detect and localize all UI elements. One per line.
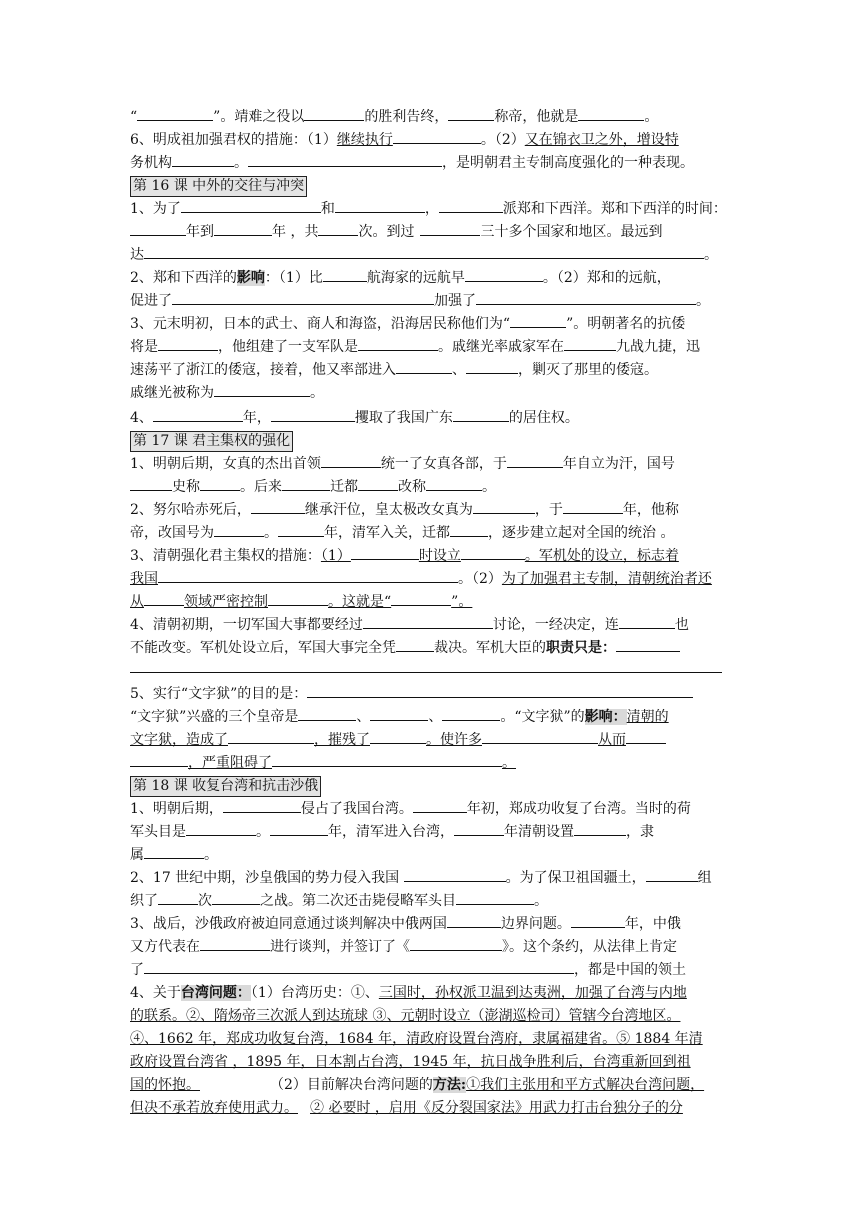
text-line [130, 313, 730, 336]
text: 1、明朝后期， [130, 801, 223, 817]
fill-blank[interactable] [370, 729, 426, 744]
fill-blank[interactable] [510, 313, 566, 328]
text: ， [424, 201, 439, 217]
fill-blank[interactable] [447, 913, 501, 928]
text-line [130, 637, 730, 660]
text: 不能改变。军机处设立后，军国大事完全凭 [130, 640, 396, 656]
text: 航海家的远航早 [366, 270, 465, 286]
fill-blank[interactable] [200, 476, 240, 491]
text: ”。明朝著名的抗倭 [566, 316, 686, 332]
fill-blank[interactable] [271, 407, 355, 422]
text: 6、明成祖加强君权的措施：（1） [130, 132, 337, 148]
fill-blank[interactable] [439, 198, 503, 213]
text: 年，中俄 [624, 916, 681, 932]
fill-blank[interactable] [453, 407, 509, 422]
text-line [130, 683, 730, 706]
text-line [130, 959, 730, 982]
fill-blank[interactable] [278, 522, 324, 537]
text: 属 [130, 847, 144, 863]
fill-blank[interactable] [304, 106, 364, 121]
fill-blank[interactable] [144, 844, 204, 859]
lesson-17-heading-line [130, 430, 730, 453]
text: 4、清朝初期，一切军国大事都要经过 [130, 617, 363, 633]
text: 的联系。②、隋炀帝三次派人到达琉球 ③、元朝时设立（澎湖巡检司）管辖今台湾地区。 [130, 1008, 681, 1024]
text: 军头目是 [130, 824, 186, 840]
text: 的胜利告终， [364, 109, 449, 125]
text-line [130, 106, 730, 129]
fill-blank[interactable] [393, 129, 481, 144]
text: 边界问题。 [500, 916, 571, 932]
text: 。 [696, 293, 710, 309]
fill-blank[interactable] [158, 890, 198, 905]
text: ①我们主张用和平方式解决台湾问题， [466, 1077, 705, 1093]
text-line [130, 913, 730, 936]
fill-blank[interactable] [370, 706, 428, 721]
text: 2、郑和下西洋的 [130, 270, 237, 286]
text: 三十多个国家和地区。最远到 [480, 224, 663, 240]
text-line [130, 545, 730, 568]
fill-blank[interactable] [158, 568, 458, 583]
fill-blank[interactable] [130, 221, 186, 236]
text-line [130, 729, 730, 752]
text: 。 [264, 525, 278, 541]
text-line [130, 706, 730, 729]
text: 迁都 [330, 479, 358, 495]
fill-blank[interactable] [404, 867, 506, 882]
fill-blank[interactable] [214, 382, 310, 397]
text: （2）目前解决台湾问题的 [270, 1077, 433, 1093]
fill-blank[interactable] [270, 821, 328, 836]
text-line [130, 982, 730, 1005]
text: 3、清朝强化君主集权的措施： [130, 548, 321, 564]
text: ”。靖难之役以 [213, 109, 305, 125]
text: 1、明朝后期，女真的杰出首领 [130, 456, 321, 472]
text: 年， [242, 410, 271, 426]
fill-blank[interactable] [321, 453, 381, 468]
text-line [130, 614, 730, 637]
text: 年 ，共 [272, 224, 319, 240]
text: 。 [204, 847, 218, 863]
text: 清朝的 [626, 709, 669, 725]
text: 。（2）郑和的远航， [542, 270, 671, 286]
text-line [130, 1097, 730, 1120]
text-line [130, 499, 730, 522]
fill-blank[interactable] [335, 198, 425, 213]
text: 派郑和下西洋。郑和下西洋的时间： [502, 201, 727, 217]
fill-blank[interactable] [448, 106, 494, 121]
text-line [130, 453, 730, 476]
fill-blank[interactable] [456, 890, 534, 905]
text: 帝，改国号为 [130, 525, 214, 541]
fill-blank[interactable] [200, 936, 270, 951]
text: 。 [644, 109, 659, 125]
fill-blank[interactable] [298, 706, 356, 721]
fill-blank[interactable] [144, 244, 704, 259]
text: 影响： [584, 709, 627, 725]
text: 次 [198, 893, 212, 909]
text: 。这就是“ [328, 594, 392, 610]
text: 2、努尔哈赤死后， [130, 502, 251, 518]
text: 职责只是： [546, 640, 616, 656]
text-line [130, 890, 730, 913]
fill-blank[interactable] [251, 499, 305, 514]
fill-blank[interactable] [172, 152, 234, 167]
text: 侵占了我国台湾。 [300, 801, 413, 817]
text: ② 必要时 ，启用《反分裂国家法》用武力打击台独分子的分 [310, 1100, 683, 1116]
fill-blank[interactable] [158, 336, 218, 351]
text: 史称 [172, 479, 200, 495]
text: 组 [697, 870, 712, 886]
fill-blank[interactable] [391, 591, 451, 606]
fill-blank[interactable] [248, 152, 442, 167]
text: 。“文字狱”的 [500, 709, 585, 725]
text: 继承汗位，皇太极改女真为 [304, 502, 473, 518]
text: 加强了 [434, 293, 476, 309]
text: （1） [320, 548, 351, 564]
text: 。使许多 [426, 732, 482, 748]
text-line [130, 221, 730, 244]
text: ”。 [451, 594, 473, 610]
text: 方法: [432, 1077, 467, 1093]
text-line [130, 1028, 730, 1051]
text: 4、关于 [130, 985, 181, 1001]
text: 。 [704, 247, 718, 263]
lesson-18-heading-line [130, 775, 730, 798]
text: 务机构 [130, 155, 172, 171]
lesson-18-heading: 第 18 课 收复台湾和抗击沙俄 [130, 776, 321, 797]
text-line [130, 798, 730, 821]
text: 九战九捷，迅 [616, 339, 700, 355]
text: 年初，郑成功收复了台湾。当时的荷 [466, 801, 691, 817]
text: 攫取了我国广东 [354, 410, 453, 426]
fill-blank[interactable] [564, 336, 616, 351]
text: 年，他称 [622, 502, 679, 518]
fill-blank[interactable] [351, 545, 419, 560]
fill-blank[interactable] [223, 798, 301, 813]
text: 织了 [130, 893, 158, 909]
text: “文字狱”兴盛的三个皇帝是 [130, 709, 299, 725]
text: 进行谈判，并签订了《 [270, 939, 410, 955]
fill-blank[interactable] [181, 198, 321, 213]
fill-blank[interactable] [616, 637, 680, 652]
text: 。 [256, 824, 270, 840]
text: ，于 [534, 502, 563, 518]
fill-blank[interactable] [473, 499, 535, 514]
text: 年，清军入关，迁都 [324, 525, 450, 541]
fill-blank[interactable] [307, 683, 693, 698]
fill-blank[interactable] [466, 359, 518, 374]
text: 国的怀抱。 [130, 1077, 200, 1093]
fill-blank[interactable] [214, 522, 264, 537]
text: 又方代表在 [130, 939, 200, 955]
fill-blank[interactable] [461, 545, 525, 560]
text: 也 [674, 617, 689, 633]
fill-blank[interactable] [137, 106, 213, 121]
text: 年自立为汗，国号 [562, 456, 675, 472]
text: 和 [320, 201, 335, 217]
text: 》。这个条约，从法律上肯定 [502, 939, 677, 955]
text: ，是明朝君主专制高度强化的一种表现。 [442, 155, 694, 171]
fill-blank[interactable] [323, 267, 367, 282]
fill-blank[interactable] [574, 821, 626, 836]
text: 讨论，一经决定，连 [492, 617, 619, 633]
text-line [130, 267, 730, 290]
text-line [130, 244, 730, 267]
text: 之战。第二次还击毙侵略军头目 [260, 893, 456, 909]
fill-blank[interactable] [363, 614, 493, 629]
fill-blank[interactable] [626, 729, 666, 744]
text: 继续执行 [336, 132, 393, 148]
text: 将是 [130, 339, 158, 355]
lesson-17-heading: 第 17 课 君主集权的强化 [130, 431, 293, 452]
text: ，严重阻碍了 [188, 755, 272, 771]
fill-blank[interactable] [619, 614, 675, 629]
text: ④、1662 年，郑成功收复台湾，1684 年，清政府设置台湾府，隶属福建省。⑤ 1884 年清 [130, 1031, 703, 1047]
text-line [130, 1051, 730, 1074]
text: 次。到过 [358, 224, 415, 240]
text-line [130, 336, 730, 359]
document-body [130, 106, 730, 1120]
fill-blank[interactable] [228, 729, 314, 744]
fill-blank[interactable] [268, 591, 328, 606]
text: 5、实行“文字狱”的目的是： [130, 686, 308, 702]
text: ，都是中国的领土 [574, 962, 686, 978]
text: 从 [130, 594, 144, 610]
fill-blank[interactable] [578, 106, 644, 121]
text: ，剿灭了那里的倭寇。 [518, 362, 658, 378]
lesson-16-heading: 第 16 课 中外的交往与冲突 [130, 176, 307, 197]
text: ，摧残了 [314, 732, 370, 748]
text: 我国 [130, 571, 158, 587]
text: 三国时，孙权派卫温到达夷洲，加强了台湾与内地 [378, 985, 687, 1001]
text: 。 [234, 155, 248, 171]
text: 。 [534, 893, 548, 909]
fill-blank[interactable] [282, 476, 330, 491]
text-line [130, 382, 730, 405]
text: 。 [482, 479, 496, 495]
fill-blank[interactable] [396, 359, 452, 374]
text-line [130, 844, 730, 867]
text: “ [130, 109, 138, 125]
fill-blank[interactable] [272, 752, 502, 767]
text: 从而 [598, 732, 626, 748]
text: 4、 [130, 410, 153, 426]
text: 促进了 [130, 293, 172, 309]
fill-blank[interactable] [563, 499, 623, 514]
fill-blank[interactable] [482, 729, 598, 744]
fill-blank[interactable] [186, 821, 256, 836]
text: 时设立 [418, 548, 461, 564]
text: 。后来 [240, 479, 282, 495]
fill-blank[interactable] [358, 476, 398, 491]
text: 了 [130, 962, 144, 978]
fill-blank[interactable] [442, 706, 500, 721]
text: ，他组建了一支军队是 [218, 339, 358, 355]
fill-blank[interactable] [571, 913, 625, 928]
fill-blank[interactable] [476, 290, 696, 305]
text-line [130, 407, 730, 430]
fill-blank[interactable] [318, 221, 358, 236]
text: 政府设置台湾省 ，1895 年，日本割占台湾，1945 年，抗日战争胜利后，台湾重新回到祖 [130, 1054, 691, 1070]
text: ，逐步建立起对全国的统治 。 [488, 525, 675, 541]
text: 影响 [236, 270, 265, 286]
fill-blank[interactable] [396, 637, 434, 652]
text: 年到 [186, 224, 214, 240]
text: 1、为了 [130, 201, 181, 217]
text: 。戚继光率戚家军在 [438, 339, 564, 355]
fill-blank[interactable] [413, 798, 467, 813]
fill-blank[interactable] [172, 290, 434, 305]
fill-blank[interactable] [420, 221, 480, 236]
text: 称帝，他就是 [494, 109, 579, 125]
text-line [130, 936, 730, 959]
fill-blank[interactable] [507, 453, 563, 468]
fill-blank[interactable] [454, 821, 504, 836]
answer-line[interactable] [130, 672, 722, 673]
text: 2、17 世纪中期，沙皇俄国的势力侵入我国 [130, 870, 404, 886]
text-line [130, 1005, 730, 1028]
text: 。为了保卫祖国疆土， [505, 870, 646, 886]
text-line [130, 198, 730, 221]
text-line [130, 152, 730, 175]
text-line [130, 129, 730, 152]
text-line [130, 359, 730, 382]
text: 3、元末明初，日本的武士、商人和海盗，沿海居民称他们为“ [130, 316, 511, 332]
text: ，隶 [626, 824, 654, 840]
fill-blank[interactable] [450, 522, 488, 537]
text-line [130, 522, 730, 545]
text: 。 [310, 385, 324, 401]
text: 戚继光被称为 [130, 385, 214, 401]
text: 。 [502, 755, 516, 771]
text: 又在锦衣卫之外，增设特 [524, 132, 679, 148]
text: 的居住权。 [508, 410, 579, 426]
text: 。（2） [480, 132, 525, 148]
text-line [130, 1074, 730, 1097]
fill-blank[interactable] [214, 221, 272, 236]
text: 速荡平了浙江的倭寇，接着，他又率部进入 [130, 362, 396, 378]
text: 领域严密控制 [184, 594, 268, 610]
text: 达 [130, 247, 144, 263]
fill-blank[interactable] [130, 476, 172, 491]
fill-blank[interactable] [144, 591, 184, 606]
text: 、 [452, 362, 466, 378]
text: 年清朝设置 [504, 824, 574, 840]
text-line [130, 568, 730, 591]
fill-blank[interactable] [465, 267, 543, 282]
text: 为了加强君主专制，清朝统治者还 [501, 571, 712, 587]
text-line [130, 476, 730, 499]
text-line [130, 290, 730, 313]
fill-blank[interactable] [130, 752, 188, 767]
text: 统一了女真各部，于 [380, 456, 507, 472]
fill-blank[interactable] [144, 959, 574, 974]
text: 。军机处的设立，标志着 [524, 548, 679, 564]
fill-blank[interactable] [358, 336, 438, 351]
text-line [130, 752, 730, 775]
fill-blank[interactable] [153, 407, 243, 422]
text: 。（2） [458, 571, 502, 587]
fill-blank[interactable] [410, 936, 502, 951]
text-line [130, 821, 730, 844]
lesson-16-heading-line [130, 175, 730, 198]
text: 改称 [398, 479, 426, 495]
text: 台湾问题： [180, 985, 251, 1001]
text: 文字狱，造成了 [130, 732, 228, 748]
text: 、 [356, 709, 371, 725]
text: （1）台湾历史：①、 [250, 985, 379, 1001]
fill-blank[interactable] [646, 867, 698, 882]
fill-blank[interactable] [212, 890, 260, 905]
text: 裁决。军机大臣的 [434, 640, 546, 656]
text: ：（1）比 [264, 270, 323, 286]
text-line [130, 867, 730, 890]
text: 但决不承若放弃使用武力。 [130, 1100, 298, 1116]
text: 、 [428, 709, 443, 725]
text: 年，清军进入台湾， [328, 824, 454, 840]
fill-blank[interactable] [426, 476, 482, 491]
text-line [130, 591, 730, 614]
text: 3、战后，沙俄政府被迫同意通过谈判解决中俄两国 [130, 916, 447, 932]
